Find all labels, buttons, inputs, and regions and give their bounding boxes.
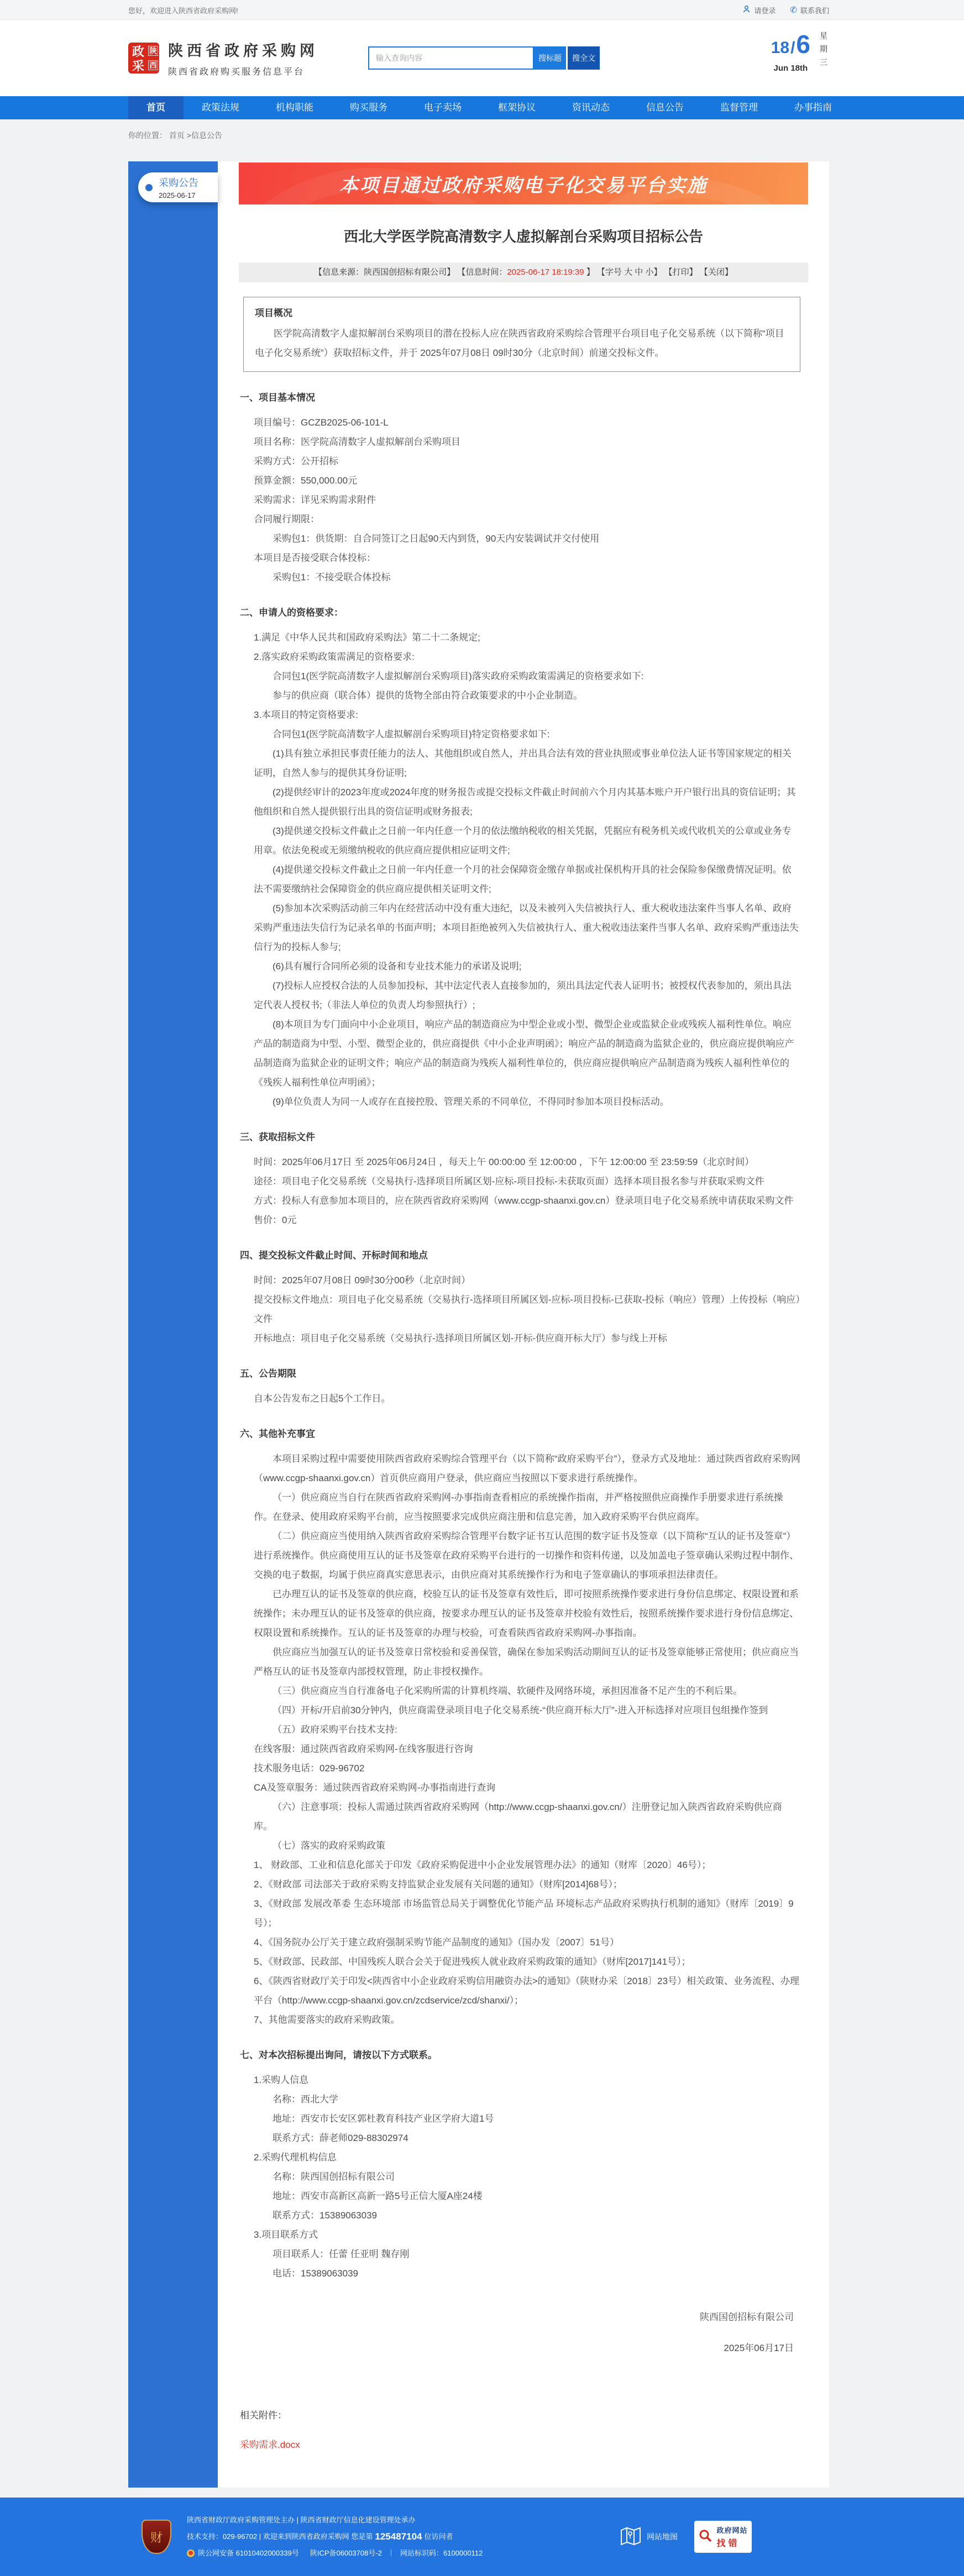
article-line: (7)投标人应授权合法的人员参加投标，其中法定代表人直接参加的，须出具法定代表人证明书；被授权代表参加的，须出具法定代表人授权书;（非法人单位的负责人均参照执行）; <box>254 980 792 1010</box>
site-footer <box>0 2498 964 2576</box>
meta-time-suffix: 】 <box>584 267 595 277</box>
article-line: （四）开标/开启前30分钟内，供应商需登录项目电子化交易系统-“供应商开标大厅”-进入开标选择对应项目包组操作签到 <box>273 1705 768 1715</box>
search-fulltext-button[interactable]: 搜全文 <box>568 46 600 70</box>
site-code: 网站标识码：6100000112 <box>400 2549 483 2557</box>
visitor-count: 125487104 <box>375 2531 422 2542</box>
date-slash: / <box>790 39 795 57</box>
platform-banner <box>239 162 808 204</box>
sitemap-link[interactable] <box>620 2527 678 2547</box>
date-weekday: 星期三 <box>819 32 828 71</box>
login-link[interactable] <box>742 5 776 15</box>
font-size-controls[interactable]: 【字号 大 中 小】 <box>596 267 662 277</box>
site-subtitle: 陕西省政府购买服务信息平台 <box>168 67 305 77</box>
article-line: 地址：西安市长安区郭杜教育科技产业区学府大道1号 <box>273 2113 494 2124</box>
article-line: (2)提供经审计的2023年度或2024年度的财务报告或提交投标文件截止时间前六个月内其基本账户开户银行出具的资信证明；其他组织和自然人提供银行出具的资信证明或财务报表; <box>254 787 796 817</box>
article-line: 联系方式：薛老师029-88302974 <box>273 2133 408 2143</box>
article-line: 在线客服：通过陕西省政府采购网-在线客服进行咨询 <box>254 1744 473 1754</box>
article-line: 项目编号：GCZB2025-06-101-L <box>254 417 389 428</box>
content-layout <box>128 161 829 2488</box>
article-line: （三）供应商应当自行准备电子化采购所需的计算机终端、软硬件及网络环境，承担因准备不足产生的不利后果。 <box>273 1686 742 1696</box>
beian-icp[interactable]: 陕ICP备06003708号-2 <box>310 2549 382 2557</box>
footer-beian-line <box>187 2545 483 2562</box>
police-badge-icon <box>187 2549 195 2557</box>
article-line: (8)本项目为专门面向中小企业项目，响应产品的制造商应为中型企业或小型、微型企业或监狱企业或残疾人福利性单位。响应产品的制造商为中型、小型、微型企业的，供应商提供《中小企业声明函》；响应产品的制造商为监狱企业的，供应商应提供响应产品制造商为监狱企业的证明文件；响应产品的制造商为残疾人福利性单位的，供应商应提供响应产品制造商为残疾人福利性单位的《残疾人福利性单位声明函》； <box>254 1019 794 1088</box>
badge-title: 政府网站 <box>716 2526 748 2535</box>
article-line: 本项目是否接受联合体投标： <box>254 553 376 563</box>
article-line: 采购包1：不接受联合体投标 <box>273 572 391 583</box>
site-logo[interactable] <box>128 43 159 74</box>
nav-item-3[interactable]: 购买服务 <box>350 102 387 113</box>
breadcrumb-current-link[interactable]: 信息公告 <box>191 131 222 140</box>
beian-police[interactable]: 陕公网安备 61010402000339号 <box>198 2549 299 2557</box>
section-body <box>240 413 800 587</box>
article-line: 名称：陕西国创招标有限公司 <box>273 2171 395 2182</box>
nav-item-4[interactable]: 电子卖场 <box>424 102 462 113</box>
site-title: 陕西省政府采购网 <box>168 43 318 59</box>
magnifier-icon <box>698 2528 712 2546</box>
article-line: 时间：2025年06月17日 至 2025年06月24日 ，每天上午 00:00:00 至 12:00:00 ，下午 12:00:00 至 23:59:59（北京时间） <box>254 1157 755 1167</box>
nav-item-5[interactable]: 框架协议 <box>498 102 536 113</box>
logo-char: 政 <box>132 44 144 59</box>
sidebar-item-date: 2025-06-17 <box>159 191 196 200</box>
contact-link[interactable] <box>790 5 829 15</box>
article-line: 1、 财政部、工业和信息化部关于印发《政府采购促进中小企业发展管理办法》的通知（财库〔2020〕46号）； <box>254 1860 711 1870</box>
article-line: 时间：2025年07月08日 09时30分00秒（北京时间） <box>254 1275 471 1286</box>
top-bar <box>0 0 964 20</box>
article-line: 提交投标文件地点：项目电子化交易系统（交易执行-选择项目所属区划-应标-项目投标-已获取-投标（响应）管理）上传投标（响应）文件 <box>254 1294 800 1324</box>
article-line: 本项目采购过程中需要使用陕西省政府采购综合管理平台（以下简称“政府采购平台”），登录方式及地址：通过陕西省政府采购网（www.ccgp-shaanxi.gov.cn）首页供应商用户登录，供应商应当按照以下要求进行系统操作。 <box>254 1454 800 1483</box>
article-line: (4)提供递交投标文件截止之日前一年内任意一个月的社会保障资金缴存单据或社保机构开具的社会保险参保缴费情况证明。依法不需要缴纳社会保障资金的供应商应提供相关证明文件; <box>254 864 792 894</box>
date-month: 6 <box>796 30 810 59</box>
date-english: Jun 18th <box>773 64 808 73</box>
article-line: 地址：西安市高新区高新一路5号正信大厦A座24楼 <box>273 2191 483 2201</box>
article-line: 2.落实政府采购政策需满足的资格要求: <box>254 652 415 662</box>
banner-text: 本项目通过政府采购电子化交易平台实施 <box>339 175 708 196</box>
attachments-label: 相关附件： <box>240 2410 287 2421</box>
sitemap-label: 网站地图 <box>647 2532 678 2541</box>
user-icon <box>742 5 751 15</box>
article-line: 自本公告发布之日起5个工作日。 <box>254 1393 391 1404</box>
section-body <box>240 1152 800 1230</box>
meta-time-prefix: 【信息时间： <box>457 267 507 277</box>
emblem-char: 财 <box>150 2530 163 2544</box>
bullet-dot-icon <box>145 184 153 191</box>
article-line: （七）落实的政府采购政策 <box>273 1840 385 1851</box>
overview-label: 项目概况 <box>255 308 292 318</box>
logo-char: 陕 <box>149 46 157 55</box>
nav-item-7[interactable]: 信息公告 <box>646 102 684 113</box>
date-display <box>771 29 829 87</box>
article-line: 采购需求：详见采购需求附件 <box>254 495 376 505</box>
article-line: (5)参加本次采购活动前三年内在经营活动中没有重大违纪，以及未被列入失信被执行人、重大税收违法案件当事人名单、政府采购严重违法失信行为记录名单的书面声明；本项目拒绝被列入失信被执行人、重大税收违法案件当事人名单、政府采购严重违法失信行为的投标人参与; <box>254 903 799 952</box>
article-line: 名称：西北大学 <box>273 2094 338 2105</box>
article-line: （二）供应商应当使用纳入陕西省政府采购综合管理平台数字证书互认范围的数字证书及签章（以下简称“互认的证书及签章”）进行系统操作。供应商使用互认的证书及签章在政府采购平台进行的一切操作和资料传递，以及加盖电子签章确认采购过程中制作、交换的电子数据，均属于供应商真实意思表示，由供应商对其系统操作行为和电子签章确认的事项承担法律责任。 <box>254 1531 799 1580</box>
article-line: CA及签章服务：通过陕西省政府采购网-办事指南进行查询 <box>254 1782 496 1793</box>
article-line: 2.采购代理机构信息 <box>254 2152 337 2163</box>
signature-date: 2025年06月17日 <box>724 2343 794 2353</box>
article-line: 开标地点：项目电子化交易系统（交易执行-选择项目所属区划-开标-供应商开标大厅）参与线上开标 <box>254 1333 667 1344</box>
breadcrumb-prefix: 你的位置： <box>128 131 167 140</box>
phone-icon: ✆ <box>790 5 797 15</box>
article-line: 途径：项目电子化交易系统（交易执行-选择项目所属区划-应标-项目投标-未获取页面）选择本项目报名参与并获取采购文件 <box>254 1176 764 1187</box>
article-line: 已办理互认的证书及签章的供应商，校验互认的证书及签章有效性后，即可按照系统操作要求进行身份信息绑定、权限设置和系统操作；未办理互认的证书及签章的供应商，按要求办理互认的证书及签章并校验有效性后，按照系统操作要求进行身份信息绑定、权限设置和系统操作。互认的证书及签章的办理与校验，可查看陕西省政府采购网-办事指南。 <box>254 1589 799 1638</box>
nav-item-6[interactable]: 资讯动态 <box>572 102 610 113</box>
article-line: （六）注意事项：投标人需通过陕西省政府采购网（http://www.ccgp-shaanxi.gov.cn/）注册登记加入陕西省政府采购供应商库。 <box>254 1802 782 1832</box>
search-title-button[interactable]: 搜标题 <box>534 46 566 70</box>
site-header <box>0 20 964 96</box>
article-line: (3)提供递交投标文件截止之日前一年内任意一个月的依法缴纳税收的相关凭据，凭据应有税务机关或代收机关的公章或业务专用章。依法免税或无须缴纳税收的供应商应提供相应证明文件; <box>254 826 792 856</box>
article-line: 合同包1(医学院高清数字人虚拟解剖台采购项目)特定资格要求如下: <box>273 729 550 739</box>
section-heading: 四、提交投标文件截止时间、开标时间和地点 <box>240 1250 428 1261</box>
section-body <box>240 1389 800 1408</box>
article-line: 3.项目联系方式 <box>254 2229 318 2240</box>
article-line: 5、《财政部、民政部、中国残疾人联合会关于促进残疾人就业政府采购政策的通知》（财库[2017]141号）； <box>254 1956 691 1967</box>
article-line: 预算金额：550,000.00元 <box>254 475 358 486</box>
print-button[interactable]: 【打印】 <box>664 267 698 277</box>
meta-source: 【信息来源：陕西国创招标有限公司】 <box>314 267 455 277</box>
section-heading: 三、获取招标文件 <box>240 1132 315 1142</box>
article-line: 方式：投标人有意参加本项目的，应在陕西省政府采购网（www.ccgp-shaanxi.gov.cn）登录项目电子化交易系统申请获取采购文件 <box>254 1195 794 1206</box>
section-heading: 二、申请人的资格要求： <box>240 607 343 618</box>
article-line: (1)具有独立承担民事责任能力的法人、其他组织或自然人，并出具合法有效的营业执照或事业单位法人证书等国家规定的相关证明，自然人参与的提供其身份证明; <box>254 748 792 778</box>
badge-subtitle: 找错 <box>716 2539 740 2548</box>
article-line: (6)具有履行合同所必须的设备和专业技术能力的承诺及说明; <box>273 961 522 972</box>
overview-text: 医学院高清数字人虚拟解剖台采购项目的潜在投标人应在陕西省政府采购综合管理平台项目电子化交易系统（以下简称“项目电子化交易系统”）获取招标文件，并于 2025年07月08日 09时30分（北京时间）前递交投标文件。 <box>255 328 784 358</box>
logo-char: 西 <box>149 61 157 70</box>
section-body <box>240 1449 800 2029</box>
breadcrumb <box>128 119 829 147</box>
search-bar <box>368 46 600 70</box>
breadcrumb-home-link[interactable]: 首页 <box>169 131 185 140</box>
nav-item-2[interactable]: 机构职能 <box>276 102 313 113</box>
gov-site-error-report-badge[interactable] <box>694 2521 752 2553</box>
footer-support-text: 技术支持：029-96702 | 欢迎来到陕西省政府采购网 您是第 <box>187 2532 373 2541</box>
section-heading: 五、公告期限 <box>240 1368 296 1379</box>
article-line: 技术服务电话：029-96702 <box>254 1763 365 1774</box>
search-input[interactable] <box>368 46 534 70</box>
breadcrumb-separator: > <box>184 131 191 140</box>
article-line: 联系方式：15389063039 <box>273 2210 378 2221</box>
article-line: 售价：0元 <box>254 1215 297 1225</box>
article-line: 参与的供应商（联合体）提供的货物全部由符合政策要求的中小企业制造。 <box>273 690 583 701</box>
article-line: 采购包1：供货期：自合同签订之日起90天内到货，90天内安装调试并交付使用 <box>273 533 600 544</box>
article-line: 1.满足《中华人民共和国政府采购法》第二十二条规定; <box>254 632 480 643</box>
attachments-block <box>240 2406 800 2454</box>
article-line: 采购方式：公开招标 <box>254 456 338 466</box>
article-line: 4、《国务院办公厅关于建立政府强制采购节能产品制度的通知》（国办发〔2007〕51号） <box>254 1937 620 1948</box>
signature-block <box>240 2302 800 2364</box>
article-line: (9)单位负责人为同一人或存在直接控股、管理关系的不同单位，不得同时参加本项目投标活动。 <box>273 1096 669 1107</box>
article-line: 电话：15389063039 <box>273 2268 359 2279</box>
close-button[interactable]: 【关闭】 <box>699 267 733 277</box>
article-line: 合同履行期限： <box>254 514 319 524</box>
attachments-list <box>240 2435 800 2454</box>
login-label: 请登录 <box>754 6 776 15</box>
article-line: 3、《财政部 发展改革委 生态环境部 市场监管总局关于调整优化节能产品 环境标志产品政府采购执行机制的通知》（财库〔2019〕9号）； <box>254 1898 794 1928</box>
section-heading: 一、项目基本情况 <box>240 392 315 403</box>
article-meta-bar <box>239 263 808 282</box>
logo-char: 采 <box>132 59 144 73</box>
attachment-link[interactable]: 采购需求.docx <box>240 2439 300 2450</box>
footer-separator: ｜ <box>387 2549 395 2557</box>
article-line: 3.本项目的特定资格要求: <box>254 710 358 720</box>
footer-organizer-line: 陕西省财政厅政府采购管理处主办 | 陕西省财政厅信息化建设管理处承办 <box>187 2516 416 2524</box>
sidebar-item-title: 采购公告 <box>159 177 198 188</box>
main-nav <box>0 96 964 119</box>
article-panel <box>218 161 829 2488</box>
section-heading: 七、对本次招标提出询问，请按以下方式联系。 <box>240 2050 437 2060</box>
article-line: 2、《财政部 司法部关于政府采购支持监狱企业发展有关问题的通知》（财库[2014]68号）； <box>254 1879 622 1890</box>
article-line: 1.采购人信息 <box>254 2075 309 2085</box>
section-body <box>240 2070 800 2283</box>
section-body <box>240 1271 800 1348</box>
article-line: （一）供应商应当自行在陕西省政府采购网-办事指南查看相应的系统操作指南，并严格按照供应商操作手册要求进行系统操作。在登录、使用政府采购平台前，应当按照要求完成供应商注册和信息完善，加入政府采购平台供应商库。 <box>254 1492 783 1522</box>
contact-label: 联系我们 <box>800 6 829 15</box>
nav-item-1[interactable]: 政策法规 <box>202 102 239 113</box>
meta-time: 2025-06-17 18:19:39 <box>507 267 584 277</box>
nav-item-9[interactable]: 办事指南 <box>794 102 832 113</box>
article-body <box>240 383 800 2283</box>
map-icon <box>620 2527 641 2547</box>
footer-visitor-suffix: 位访问者 <box>424 2532 453 2541</box>
article-line: 合同包1(医学院高清数字人虚拟解剖台采购项目)落实政府采购政策需满足的资格要求如下: <box>273 671 644 681</box>
project-overview-box <box>243 297 800 372</box>
signature-company: 陕西国创招标有限公司 <box>700 2312 794 2322</box>
article-line: 项目名称：医学院高清数字人虚拟解剖台采购项目 <box>254 437 460 447</box>
article-line: （五）政府采购平台技术支持: <box>273 1724 397 1735</box>
article-line: 供应商应当加强互认的证书及签章日常校验和妥善保管，确保在参加采购活动期间互认的证书及签章能够正常使用；供应商应当严格互认的证书及签章内部授权管理，防止非授权操作。 <box>254 1647 799 1677</box>
article-line: 7、其他需要落实的政府采购政策。 <box>254 2014 400 2025</box>
article-line: 6、《陕西省财政厅关于印发<陕西省中小企业政府采购信用融资办法>的通知》（陕财办采〔2018〕23号）相关政策、业务流程、办理平台（http://www.ccgp-shaanxi.gov.cn/zcdservice/zcd/shanxi/）； <box>254 1976 800 2006</box>
article-line: 项目联系人：任蕾 任亚明 魏存刚 <box>273 2249 410 2259</box>
welcome-text: 您好，欢迎进入陕西省政府采购网! <box>128 6 238 15</box>
footer-visitor-line <box>187 2528 483 2545</box>
article-title: 西北大学医学院高清数字人虚拟解剖台采购项目招标公告 <box>343 228 703 245</box>
nav-item-0[interactable]: 首页 <box>128 96 184 119</box>
section-body <box>240 628 800 1111</box>
finance-emblem-icon <box>142 2520 171 2554</box>
sidebar-item-procurement-notice[interactable] <box>138 172 218 202</box>
section-heading: 六、其他补充事宜 <box>240 1429 315 1439</box>
left-sidebar <box>128 161 218 2488</box>
nav-item-8[interactable]: 监督管理 <box>720 102 758 113</box>
date-day: 18 <box>771 39 790 57</box>
